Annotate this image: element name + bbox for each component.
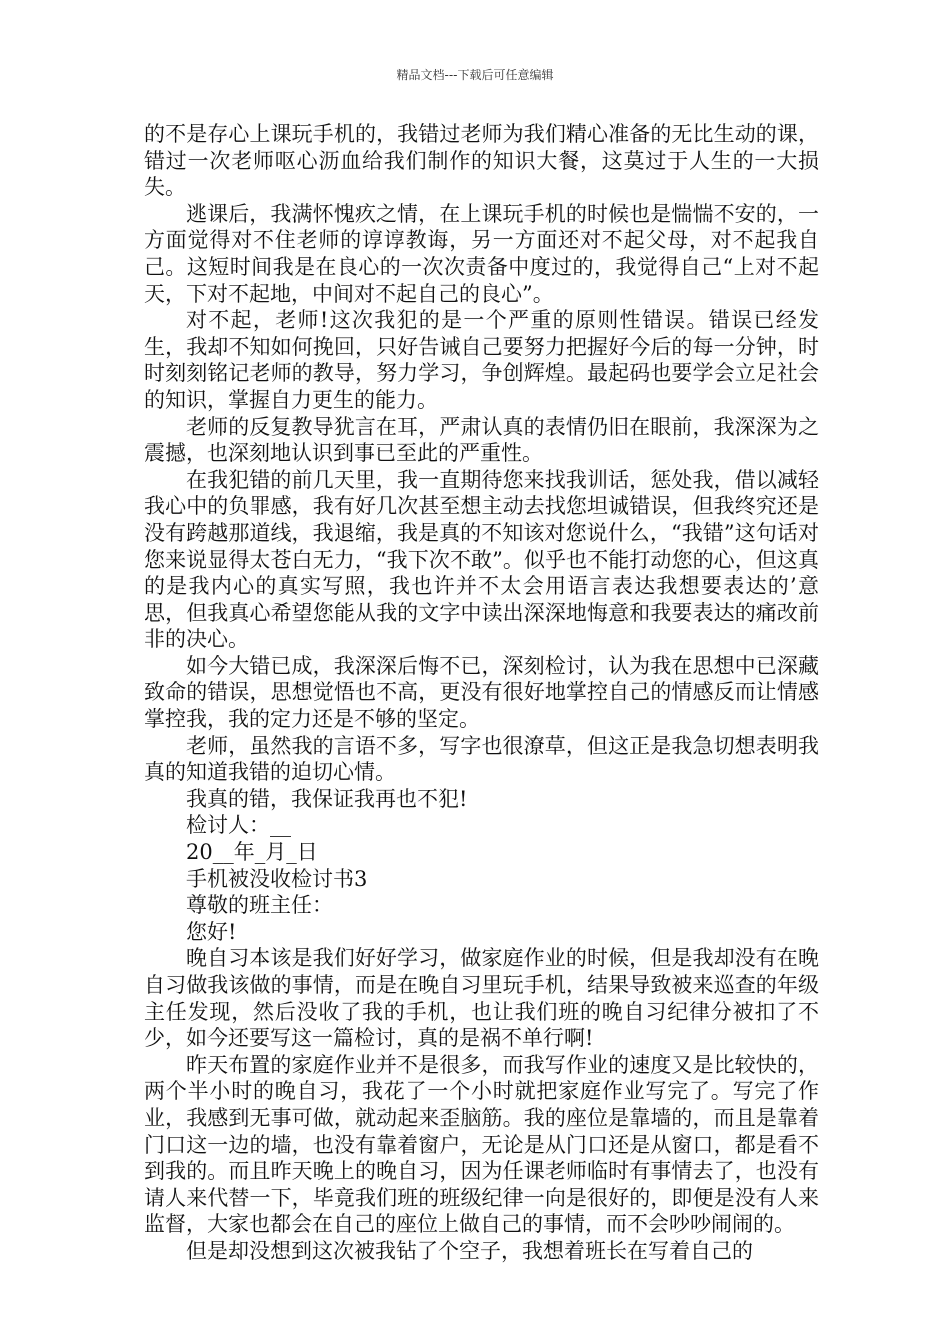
paragraph: 尊敬的班主任： (186, 893, 333, 918)
paragraph: 昨天布置的家庭作业并不是很多，而我写作业的速度又是比较快的，两个半小时的晚自习，我花了一个小时就把家庭作业写完了。写完了作业，我感到无事可做，就动起来歪脑筋。我的座位是靠墙的，而且是靠着门口这一边的墙，也没有靠着窗户，无论是从门口还是从窗口，都是看不到我的。而且昨天晚上的晚自习，因为任课老师临时有事情去了，也没有请人来代替一下，毕竟我们班的班级纪律一向是很好的，即便是没有人来监督，大家也都会在自己的座位上做自己的事情，而不会吵吵闹闹的。 (144, 1052, 819, 1237)
paragraph: 但是却没想到这次被我钻了个空子，我想着班长在写着自己的 (186, 1238, 753, 1263)
paragraph: 20__年_月_日 (186, 840, 318, 865)
paragraph: 老师，虽然我的言语不多，写字也很潦草，但这正是我急切想表明我真的知道我错的迫切心情。 (144, 733, 819, 785)
page-header: 精品文档---下载后可任意编辑 (396, 68, 554, 82)
paragraph: 您好! (186, 919, 237, 944)
paragraph: 检讨人：__ (186, 813, 291, 838)
paragraph: 老师的反复教导犹言在耳，严肃认真的表情仍旧在眼前，我深深为之震撼，也深刻地认识到事已至此的严重性。 (144, 414, 819, 466)
paragraph: 晚自习本该是我们好好学习，做家庭作业的时候，但是我却没有在晚自习做我该做的事情，而是在晚自习里玩手机，结果导致被来巡查的年级主任发现，然后没收了我的手机，也让我们班的晚自习纪律分被扣了不少，如今还要写这一篇检讨，真的是祸不单行啊! (144, 946, 819, 1051)
paragraph: 我真的错，我保证我再也不犯! (186, 786, 468, 811)
paragraph: 对不起，老师!这次我犯的是一个严重的原则性错误。错误已经发生，我却不知如何挽回，只好告诫自己要努力把握好今后的每一分钟，时时刻刻铭记老师的教导，努力学习，争创辉煌。最起码也要学会立足社会的知识，掌握自力更生的能力。 (144, 308, 819, 412)
paragraph: 在我犯错的前几天里，我一直期待您来找我训话，惩处我，借以减轻我心中的负罪感，我有好几次甚至想主动去找您坦诚错误，但我终究还是没有跨越那道线，我退缩，我是真的不知该对您说什么，“我错”这句话对您来说显得太苍白无力，“我下次不敢”。似乎也不能打动您的心，但这真的是我内心的真实写照，我也许并不太会用语言表达我想要表达的’意思，但我真心希望您能从我的文字中读出深深地悔意和我要表达的痛改前非的决心。 (144, 467, 819, 652)
paragraph: 逃课后，我满怀愧疚之情，在上课玩手机的时候也是惴惴不安的，一方面觉得对不住老师的谆谆教诲，另一方面还对不起父母，对不起我自己。这短时间我是在良心的一次次责备中度过的，我觉得自己“上对不起天，下对不起地，中间对不起自己的良心”。 (144, 201, 819, 306)
paragraph: 如今大错已成，我深深后悔不已，深刻检讨，认为我在思想中已深藏致命的错误，思想觉悟也不高，更没有很好地掌控自己的情感反而让情感掌控我，我的定力还是不够的坚定。 (144, 653, 819, 732)
document-body (144, 121, 819, 1265)
paragraph: 手机被没收检讨书3 (186, 866, 368, 891)
paragraph: 的不是存心上课玩手机的，我错过老师为我们精心准备的无比生动的课，错过一次老师呕心沥血给我们制作的知识大餐，这莫过于人生的一大损失。 (144, 122, 819, 200)
